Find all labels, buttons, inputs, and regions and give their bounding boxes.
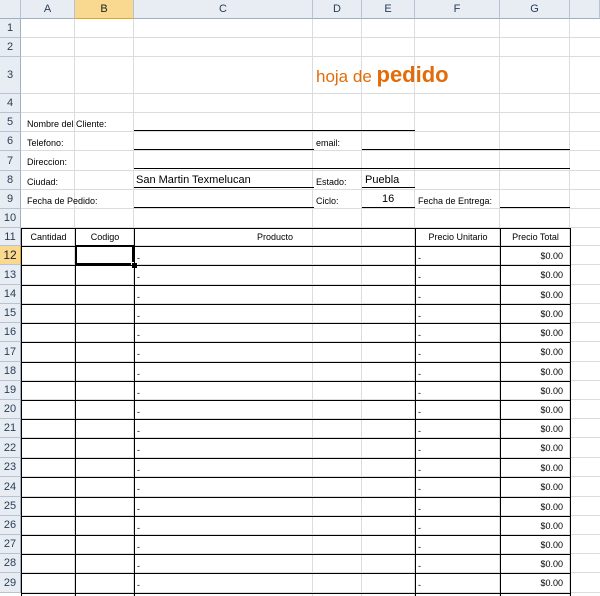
precio-total-cell[interactable]: $0.00 [540, 424, 563, 434]
row-header-22[interactable]: 22 [0, 438, 21, 458]
row-header-16[interactable]: 16 [0, 323, 21, 342]
sheet-title [316, 62, 449, 88]
column-header-e[interactable]: E [362, 0, 415, 19]
gridline-vertical [361, 19, 362, 596]
title-part-2: pedido [376, 62, 449, 87]
header-precio-unitario: Precio Unitario [428, 232, 488, 242]
producto-cell[interactable]: - [137, 445, 140, 455]
cliente-field[interactable] [134, 130, 415, 131]
fecha-entrega-label: Fecha de Entrega: [418, 196, 493, 206]
fecha-entrega-field[interactable] [500, 207, 570, 208]
email-label: email: [316, 138, 341, 148]
precio-unitario-cell[interactable]: - [418, 311, 421, 321]
table-border-vertical [570, 228, 571, 596]
precio-unitario-cell[interactable]: - [418, 253, 421, 263]
precio-total-cell[interactable]: $0.00 [540, 482, 563, 492]
column-header-filler [570, 0, 600, 19]
row-header-8[interactable]: 8 [0, 171, 21, 190]
row-header-28[interactable]: 28 [0, 554, 21, 573]
table-border-horizontal [21, 362, 571, 363]
header-precio-total: Precio Total [512, 232, 559, 242]
producto-cell[interactable]: - [137, 580, 140, 590]
precio-total-cell[interactable]: $0.00 [540, 405, 563, 415]
precio-unitario-cell[interactable]: - [418, 542, 421, 552]
table-border-vertical [21, 228, 22, 596]
precio-total-cell[interactable]: $0.00 [540, 290, 563, 300]
producto-cell[interactable]: - [137, 388, 140, 398]
row-header-5[interactable]: 5 [0, 113, 21, 132]
fecha-pedido-label: Fecha de Pedido: [27, 196, 98, 206]
row-header-12[interactable]: 12 [0, 246, 21, 265]
precio-unitario-cell[interactable]: - [418, 426, 421, 436]
producto-cell[interactable]: - [137, 330, 140, 340]
table-border-horizontal [21, 593, 571, 594]
row-header-25[interactable]: 25 [0, 497, 21, 516]
row-header-4[interactable]: 4 [0, 94, 21, 113]
producto-cell[interactable]: - [137, 504, 140, 514]
table-border-horizontal [21, 516, 571, 517]
precio-unitario-cell[interactable]: - [418, 465, 421, 475]
column-header-f[interactable]: F [415, 0, 500, 19]
telefono-field[interactable] [134, 149, 314, 150]
header-producto: Producto [256, 232, 294, 242]
gridline-horizontal [21, 56, 600, 57]
row-header-27[interactable]: 27 [0, 535, 21, 554]
table-border-horizontal [21, 535, 571, 536]
telefono-label: Telefono: [27, 138, 64, 148]
title-part-1: hoja de [316, 67, 377, 86]
precio-total-cell[interactable]: $0.00 [540, 521, 563, 531]
precio-unitario-cell[interactable]: - [418, 292, 421, 302]
fecha-pedido-field[interactable] [134, 207, 314, 208]
precio-total-cell[interactable]: $0.00 [540, 463, 563, 473]
column-header-c[interactable]: C [134, 0, 313, 19]
precio-total-cell[interactable]: $0.00 [540, 347, 563, 357]
gridline-horizontal [21, 93, 600, 94]
column-header-g[interactable]: G [500, 0, 570, 19]
precio-unitario-cell[interactable]: - [418, 504, 421, 514]
table-border-horizontal [21, 342, 571, 343]
precio-unitario-cell[interactable]: - [418, 445, 421, 455]
table-border-horizontal [21, 246, 571, 247]
gridline-horizontal [21, 208, 600, 209]
producto-cell[interactable]: - [137, 523, 140, 533]
precio-total-cell[interactable]: $0.00 [540, 367, 563, 377]
table-border-horizontal [21, 554, 571, 555]
table-border-horizontal [21, 304, 571, 305]
table-border-vertical [415, 228, 416, 596]
table-border-vertical [134, 228, 135, 596]
table-border-horizontal [21, 323, 571, 324]
precio-total-cell[interactable]: $0.00 [540, 328, 563, 338]
table-border-horizontal [21, 497, 571, 498]
ciclo-value[interactable]: 16 [382, 193, 395, 205]
row-header-15[interactable]: 15 [0, 304, 21, 323]
producto-cell[interactable]: - [137, 272, 140, 282]
row-header-7[interactable]: 7 [0, 151, 21, 171]
precio-total-cell[interactable]: $0.00 [540, 386, 563, 396]
row-header-20[interactable]: 20 [0, 400, 21, 419]
column-header-d[interactable]: D [313, 0, 362, 19]
estado-value[interactable]: Puebla [365, 174, 400, 186]
precio-total-cell[interactable]: $0.00 [540, 443, 563, 453]
row-header-24[interactable]: 24 [0, 477, 21, 497]
row-header-26[interactable]: 26 [0, 516, 21, 535]
cliente-label: Nombre del Cliente: [27, 119, 107, 129]
row-header-6[interactable]: 6 [0, 132, 21, 151]
producto-cell[interactable]: - [137, 349, 140, 359]
precio-total-cell[interactable]: $0.00 [540, 540, 563, 550]
table-border-horizontal [21, 477, 571, 478]
row-header-11[interactable]: 11 [0, 228, 21, 246]
precio-unitario-cell[interactable]: - [418, 272, 421, 282]
precio-unitario-cell[interactable]: - [418, 388, 421, 398]
precio-total-cell[interactable]: $0.00 [540, 578, 563, 588]
estado-field[interactable] [362, 187, 415, 188]
column-header-a[interactable]: A [21, 0, 75, 19]
gridline-horizontal [21, 150, 600, 151]
row-header-14[interactable]: 14 [0, 285, 21, 304]
table-border-horizontal [21, 458, 571, 459]
precio-total-cell[interactable]: $0.00 [540, 251, 563, 261]
column-header-b[interactable]: B [75, 0, 134, 19]
row-header-19[interactable]: 19 [0, 381, 21, 400]
precio-unitario-cell[interactable]: - [418, 523, 421, 533]
producto-cell[interactable]: - [137, 542, 140, 552]
gridline-horizontal [21, 131, 600, 132]
precio-unitario-cell[interactable]: - [418, 369, 421, 379]
row-header-21[interactable]: 21 [0, 419, 21, 438]
select-all-corner[interactable] [0, 0, 21, 19]
row-header-17[interactable]: 17 [0, 342, 21, 362]
producto-cell[interactable]: - [137, 484, 140, 494]
ciudad-label: Ciudad: [27, 177, 59, 187]
gridline-horizontal [21, 112, 600, 113]
producto-cell[interactable]: - [137, 426, 140, 436]
producto-cell[interactable]: - [137, 407, 140, 417]
producto-cell[interactable]: - [137, 465, 140, 475]
table-border-horizontal [21, 419, 571, 420]
row-header-2[interactable]: 2 [0, 38, 21, 57]
table-border-horizontal [21, 381, 571, 382]
row-header-10[interactable]: 10 [0, 209, 21, 228]
email-field[interactable] [362, 149, 570, 150]
row-header-9[interactable]: 9 [0, 190, 21, 209]
producto-cell[interactable]: - [137, 253, 140, 263]
precio-unitario-cell[interactable]: - [418, 484, 421, 494]
direccion-field[interactable] [134, 168, 570, 169]
producto-cell[interactable]: - [137, 561, 140, 571]
row-header-29[interactable]: 29 [0, 573, 21, 593]
active-cell-b12[interactable] [75, 245, 134, 265]
ciclo-field[interactable] [362, 207, 415, 208]
table-border-horizontal [21, 285, 571, 286]
table-border-horizontal [21, 438, 571, 439]
row-header-1[interactable]: 1 [0, 19, 21, 38]
row-header-3[interactable]: 3 [0, 57, 21, 94]
precio-unitario-cell[interactable]: - [418, 561, 421, 571]
direccion-label: Direccion: [27, 157, 68, 167]
precio-unitario-cell[interactable]: - [418, 349, 421, 359]
table-border-horizontal [21, 573, 571, 574]
ciudad-value[interactable]: San Martin Texmelucan [136, 174, 251, 186]
row-header-18[interactable]: 18 [0, 362, 21, 381]
producto-cell[interactable]: - [137, 311, 140, 321]
gridline-horizontal [21, 189, 600, 190]
estado-label: Estado: [316, 177, 347, 187]
precio-unitario-cell[interactable]: - [418, 407, 421, 417]
row-header-23[interactable]: 23 [0, 458, 21, 477]
table-border-vertical [75, 228, 76, 596]
precio-total-cell[interactable]: $0.00 [540, 309, 563, 319]
header-codigo: Codigo [90, 232, 120, 242]
gridline-vertical [312, 19, 313, 596]
producto-cell[interactable]: - [137, 292, 140, 302]
table-border-horizontal [21, 400, 571, 401]
producto-cell[interactable]: - [137, 369, 140, 379]
precio-total-cell[interactable]: $0.00 [540, 270, 563, 280]
header-cantidad: Cantidad [30, 232, 67, 242]
gridline-horizontal [21, 37, 600, 38]
table-border-horizontal [21, 228, 571, 229]
precio-unitario-cell[interactable]: - [418, 580, 421, 590]
precio-unitario-cell[interactable]: - [418, 330, 421, 340]
gridline-horizontal [21, 170, 600, 171]
precio-total-cell[interactable]: $0.00 [540, 559, 563, 569]
ciclo-label: Ciclo: [316, 196, 339, 206]
table-border-horizontal [21, 265, 571, 266]
ciudad-field[interactable] [134, 187, 314, 188]
precio-total-cell[interactable]: $0.00 [540, 502, 563, 512]
row-header-13[interactable]: 13 [0, 265, 21, 285]
